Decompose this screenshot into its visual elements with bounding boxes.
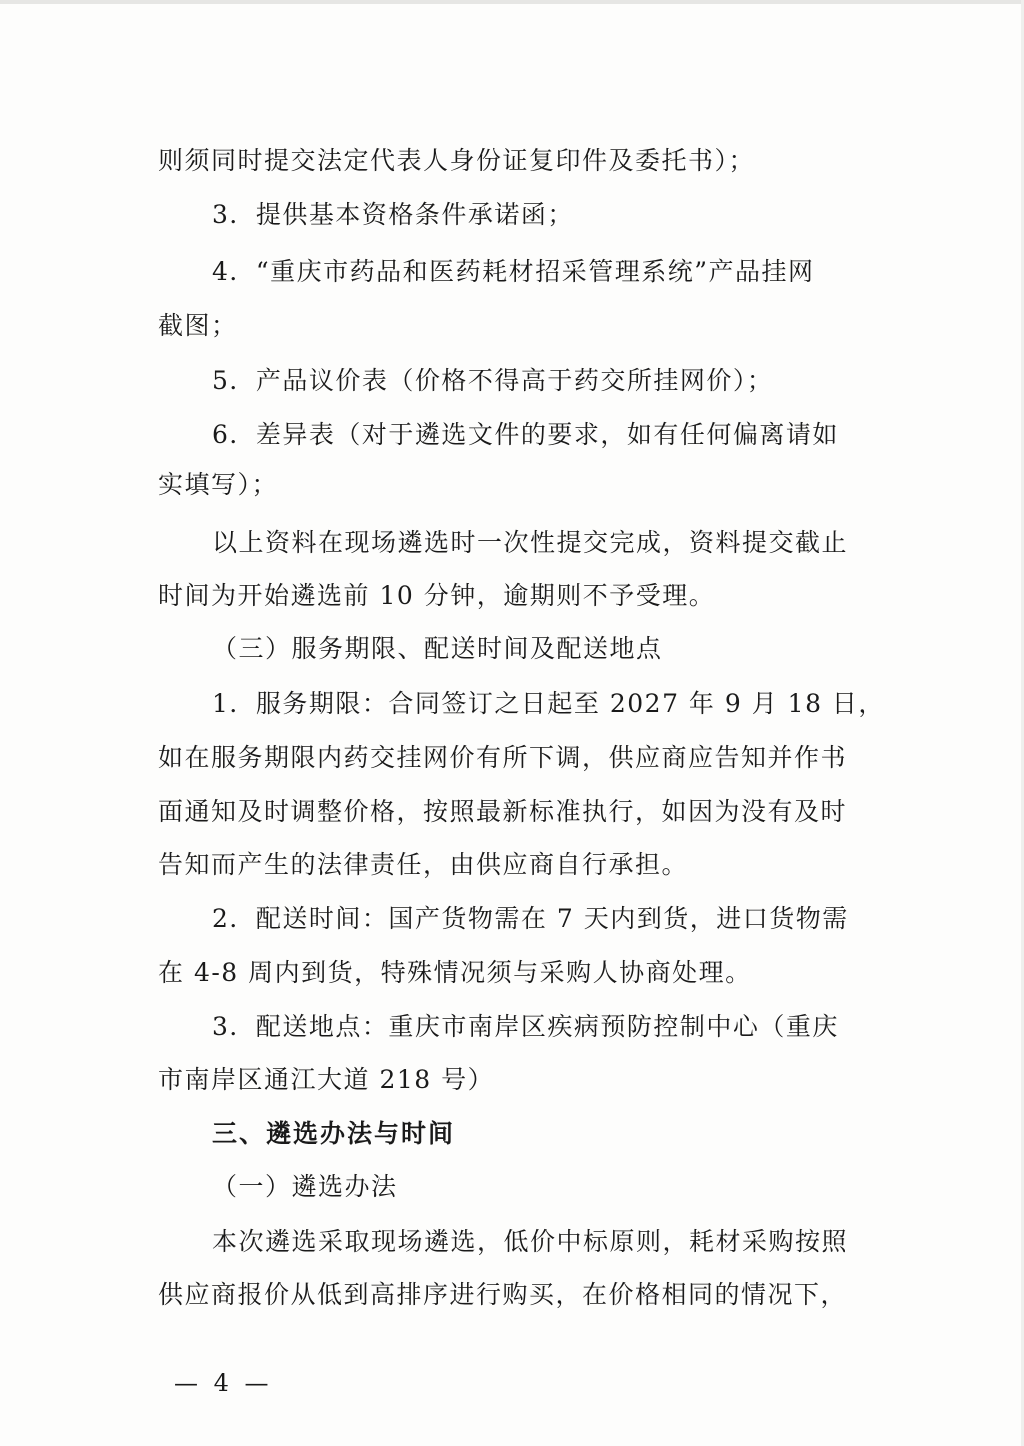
subheading-selection-method: （一）遴选办法 <box>212 1172 398 1201</box>
text-line-11: 1．服务期限：合同签订之日起至 2027 年 9 月 18 日， <box>212 689 885 718</box>
text-line-2: 3．提供基本资格条件承诺函； <box>212 200 574 229</box>
text-line-14: 告知而产生的法律责任，由供应商自行承担。 <box>158 850 689 879</box>
text-line-4: 截图； <box>158 311 238 340</box>
text-line-6: 6．差异表（对于遴选文件的要求，如有任何偏离请如 <box>212 420 839 449</box>
text-line-13: 面通知及时调整价格，按照最新标准执行，如因为没有及时 <box>158 797 848 826</box>
text-line-17: 3．配送地点：重庆市南岸区疾病预防控制中心（重庆 <box>212 1012 839 1041</box>
subheading-service-period: （三）服务期限、配送时间及配送地点 <box>212 634 663 663</box>
text-line-1: 则须同时提交法定代表人身份证复印件及委托书）； <box>158 146 756 175</box>
section-heading-3: 三、遴选办法与时间 <box>212 1119 456 1148</box>
text-line-8: 以上资料在现场遴选时一次性提交完成，资料提交截止 <box>212 528 849 557</box>
text-line-12: 如在服务期限内药交挂网价有所下调，供应商应告知并作书 <box>158 743 848 772</box>
text-line-9: 时间为开始遴选前 10 分钟，逾期则不予受理。 <box>158 581 716 610</box>
page-number: — 4 — <box>174 1369 273 1397</box>
text-line-15: 2．配送时间：国产货物需在 7 天内到货，进口货物需 <box>212 904 849 933</box>
text-line-16: 在 4-8 周内到货，特殊情况须与采购人协商处理。 <box>158 958 752 987</box>
text-line-5: 5．产品议价表（价格不得高于药交所挂网价）； <box>212 366 774 395</box>
text-line-21: 本次遴选采取现场遴选，低价中标原则，耗材采购按照 <box>212 1227 849 1256</box>
scan-top-edge <box>0 0 1024 4</box>
text-line-7: 实填写）； <box>158 470 279 499</box>
text-line-22: 供应商报价从低到高排序进行购买，在价格相同的情况下， <box>158 1280 848 1309</box>
text-line-18: 市南岸区通江大道 218 号） <box>158 1065 495 1094</box>
text-line-3: 4．“重庆市药品和医药耗材招采管理系统”产品挂网 <box>212 257 815 286</box>
